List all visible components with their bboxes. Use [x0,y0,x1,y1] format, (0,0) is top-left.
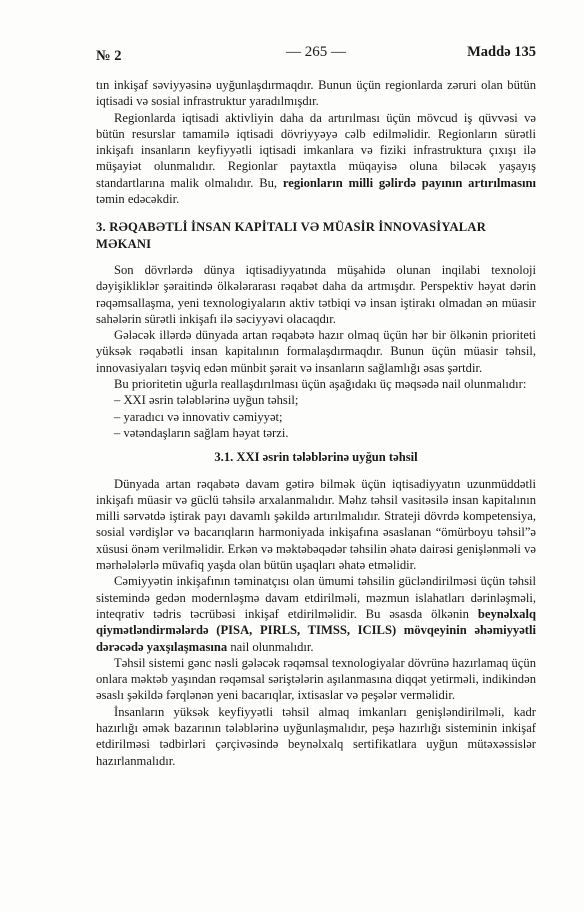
list-item: – yaradıcı və innovativ cəmiyyət; [114,409,283,424]
paragraph: Dünyada artan rəqabətə davam gətirə bilmək üçün iqtisadiyyatın uzunmüddətli inkişafı müasir və güclü təhsilə arxalanmalıdır. Məhz təhsil vasitəsilə insan kapitalının milli sərvətdə iştirak payı davamlı şəkildə artırılmalıdır. Strateji dövrdə kompetensiya, sosial vərdişlər və bacarıqların harmoniyada inkişafına əsaslanan “ömürboyu təhsil”ə xüsusi önəm verilməlidir. Erkən və məktəbəqədər təhsilin əhatə dairəsi genişlənməli və mərhələlərlə müvafiq yaşda olan bütün uşaqları əhatə etməlidir. [96,476,536,573]
goal-list [96,392,536,441]
text-run: Cəmiyyətin inkişafının təminatçısı olan ümumi təhsilin gücləndirilməsi üçün təhsil sistemində gedən modernləşmə davam etdirilməli, məzmun islahatları dərinləşməli, inteqrativ tədris təcrübəsi inkişaf etdirilməlidir. Bu əsasda ölkənin [96,574,536,621]
page-number: — 265 — [286,44,346,60]
section-heading: 3. RƏQABƏTLİ İNSAN KAPİTALI VƏ MÜASİR İNNOVASİYALAR MƏKANI [96,220,486,251]
list-item: – XXI əsrin tələblərinə uyğun təhsil; [114,393,299,408]
issue-number: № 2 [96,48,122,64]
paragraph: Bu prioritetin uğurla reallaşdırılması üçün aşağıdakı üç məqsədə nail olunmalıdır: [114,377,527,392]
text-run: təmin edəcəkdir. [96,192,180,207]
text-run: nail olunmalıdır. [227,639,314,654]
paragraph: Təhsil sistemi gənc nəsli gələcək rəqəmsal texnologiyalar dövrünə hazırlamaq üçün onlara məktəb yaşından rəqəmsal səriştələrin aşılanmasına diqqət yetirməli, indikindən əsaslı şəkildə fərqlənən yeni bacarıqlar, ixtisaslar və peşələr verməlidir. [96,655,536,703]
article-number: Maddə 135 [467,44,536,60]
page-header [96,44,536,68]
text-run: Regionlarda iqtisadi aktivliyin daha da artırılması üçün mövcud iş qüvvəsi və bütün resurslar tamamilə iqtisadi dövriyyəyə cəlb edilməlidir. Regionların sürətli inkişafı insanların keyfiyyətli iqtisadi imkanlara və fiziki infrastruktura çıxışı ilə müşayiət olunmalıdır. Regionlar paytaxtla müqayisə oluna biləcək yaşayış standartlarına malik olmalıdır. Bu, [96,110,536,190]
paragraph: Gələcək illərdə dünyada artan rəqabətə hazır olmaq üçün hər bir ölkənin prioriteti yüksək rəqabətli insan kapitalının formalaşdırmaqdır. Bunun üçün müasir təhsil, innovasiyaları təşviq edən münbit şərait və insanların sağlamlığı əsas şərtdir. [96,328,536,375]
subsection-heading: 3.1. XXI əsrin tələblərinə uyğun təhsil [214,450,418,465]
paragraph [96,110,536,208]
document-body [96,77,536,769]
bold-text: regionların milli gəlirdə payının artırılmasını [282,175,537,190]
paragraph: İnsanların yüksək keyfiyyətli təhsil almaq imkanları genişləndirilməli, kadr hazırlığı əmək bazarının tələblərinə uyğunlaşmalıdır, peşə hazırlığı sisteminin inkişaf etdirilməsi tədbirləri çərçivəsində beynəlxalq sertifikatlara uyğun mütəxəssislər hazırlanmalıdır. [96,704,536,768]
list-item: – vətəndaşların sağlam həyat tərzi. [114,425,289,440]
paragraph: Son dövrlərdə dünya iqtisadiyyatında müşahidə olunan inqilabi texnoloji dəyişikliklər şəraitində ölkələrarası rəqabət daha da artmışdır. Perspektiv həyat dərin rəqəmsallaşma, yeni texnologiyaların aktiv tətbiqi və insan iştirakı olmadan ən müasir sahələrin sürətli inkişafı ilə səciyyəvi olacaqdır. [96,262,536,326]
paragraph: tın inkişaf səviyyəsinə uyğunlaşdırmaqdır. Bunun üçün regionlarda zəruri olan bütün iqtisadi və sosial infrastruktur yaradılmışdır. [96,78,536,109]
paragraph [96,573,536,654]
bold-text: beynəlxalq qiymətləndirmələrdə (PISA, PIRLS, TIMSS, ICILS) mövqeyinin əhəmiyyətli dərəcədə yaxşılaşmasına [96,606,536,654]
